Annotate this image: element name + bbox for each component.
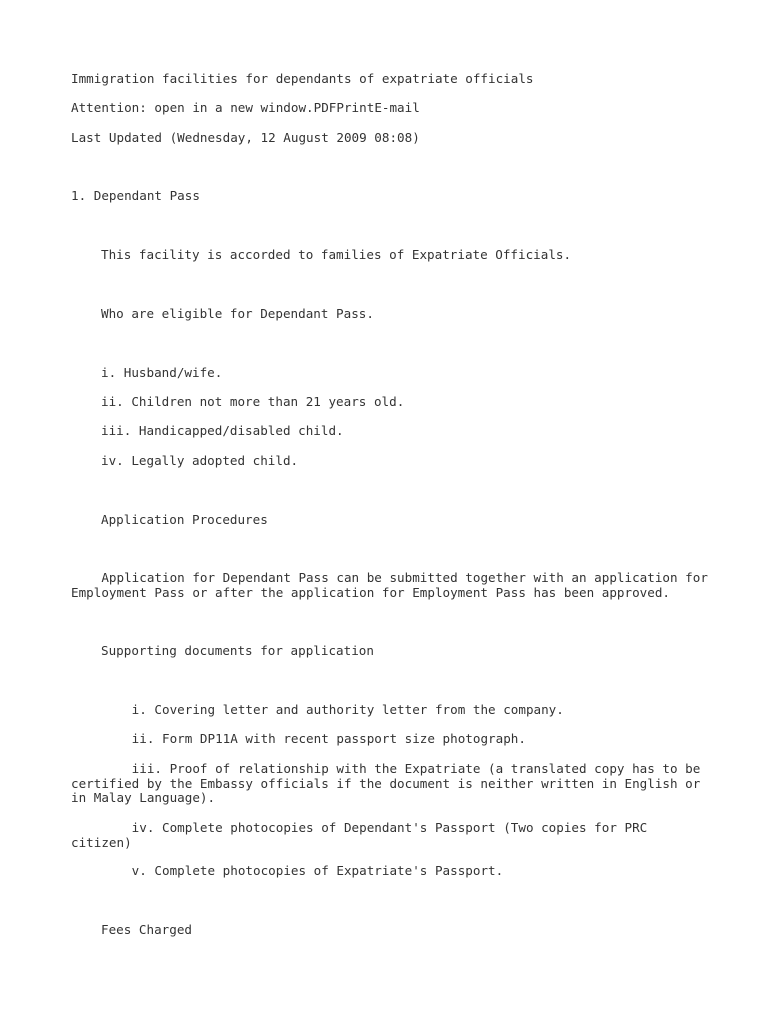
document-item: ii. Form DP11A with recent passport size photograph. xyxy=(71,731,526,746)
last-updated: Last Updated (Wednesday, 12 August 2009 08:08) xyxy=(71,130,420,145)
eligible-item: iv. Legally adopted child. xyxy=(101,453,299,468)
procedures-heading: Application Procedures xyxy=(101,512,268,527)
attention-bar xyxy=(71,101,420,116)
document-item: iv. Complete photocopies of Dependant's Passport (Two copies for PRC citizen) xyxy=(71,820,655,850)
documents-heading: Supporting documents for application xyxy=(101,643,374,658)
document-item: i. Covering letter and authority letter from the company. xyxy=(71,702,564,717)
eligible-item: i. Husband/wife. xyxy=(101,365,223,380)
intro-paragraph: This facility is accorded to families of Expatriate Officials. xyxy=(101,247,572,262)
procedures-paragraph: Application for Dependant Pass can be submitted together with an application for Employment Pass or after the application for Employment Pass has been approved. xyxy=(71,570,716,600)
email-link[interactable]: E-mail xyxy=(374,100,420,115)
document-item: v. Complete photocopies of Expatriate's Passport. xyxy=(71,863,504,878)
pdf-link[interactable]: PDF xyxy=(313,100,337,115)
section-heading-dependant-pass: 1. Dependant Pass xyxy=(71,188,200,203)
print-link[interactable]: Print xyxy=(336,100,375,115)
article-title: Immigration facilities for dependants of expatriate officials xyxy=(71,71,534,86)
eligible-item: ii. Children not more than 21 years old. xyxy=(101,394,405,409)
eligible-item: iii. Handicapped/disabled child. xyxy=(101,423,344,438)
document-item: iii. Proof of relationship with the Expatriate (a translated copy has to be certified by the Embassy officials if the document is neither written in English or in Malay Language). xyxy=(71,761,708,805)
fees-heading: Fees Charged xyxy=(101,922,192,937)
attention-text: Attention: open in a new window. xyxy=(71,100,314,115)
eligible-heading: Who are eligible for Dependant Pass. xyxy=(101,306,374,321)
